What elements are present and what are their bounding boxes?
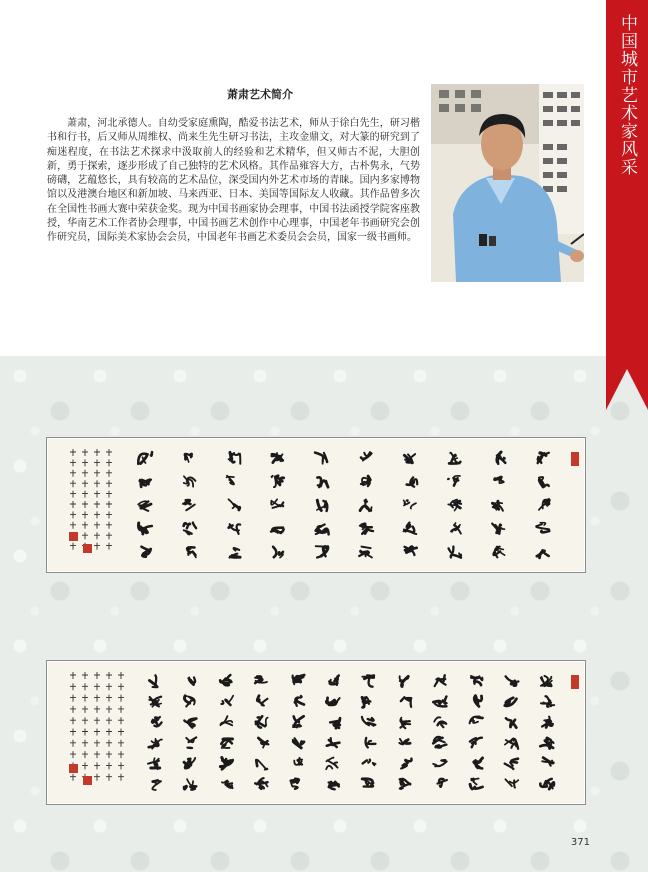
calligraphy-glyph (448, 500, 461, 511)
calligraphy-glyph (361, 452, 371, 461)
inscription-glyph (82, 717, 88, 724)
calligraphy-glyph (184, 523, 196, 535)
inscription-glyph (94, 522, 100, 529)
calligraphy-glyph (366, 738, 376, 748)
inscription-glyph (94, 672, 100, 679)
inscription-glyph (70, 740, 76, 747)
calligraphy-glyph (140, 480, 151, 487)
calligraphy-glyph (257, 696, 267, 706)
calligraphy-glyph (149, 739, 162, 749)
calligraphy-glyph (470, 717, 483, 724)
inscription-glyph (94, 762, 100, 769)
calligraphy-glyph (273, 547, 283, 558)
calligraphy-glyph (220, 675, 231, 685)
inscription-glyph (70, 729, 76, 736)
calligraphy-glyph (148, 758, 160, 769)
inscription-glyph (118, 695, 124, 702)
calligraphy-glyph (149, 697, 161, 707)
inscription-glyph (94, 532, 100, 539)
calligraphy-glyph (272, 453, 283, 463)
inscription-glyph (106, 459, 112, 466)
calligraphy-glyph (404, 454, 415, 463)
inscription-glyph (106, 532, 112, 539)
inscription-glyph (82, 449, 88, 456)
seal-stamp (571, 452, 579, 466)
inscription-glyph (94, 706, 100, 713)
inscription-glyph (94, 501, 100, 508)
inscription-glyph (82, 501, 88, 508)
inscription-glyph (94, 459, 100, 466)
inscription-glyph (82, 672, 88, 679)
calligraphy-glyph (505, 698, 517, 706)
calligraphy-glyph (539, 500, 550, 510)
inscription-glyph (70, 449, 76, 456)
inscription-glyph (82, 695, 88, 702)
inscription-glyph (94, 695, 100, 702)
calligraphy-artwork-2-image (47, 661, 585, 804)
inscription-glyph (106, 751, 112, 758)
calligraphy-glyph (326, 698, 339, 705)
calligraphy-glyph (329, 782, 339, 790)
calligraphy-glyph (470, 778, 483, 789)
inscription-glyph (94, 751, 100, 758)
inscription-glyph (106, 706, 112, 713)
calligraphy-glyph (184, 719, 196, 728)
calligraphy-glyph (294, 758, 302, 765)
calligraphy-glyph (229, 499, 240, 510)
calligraphy-glyph (186, 737, 196, 748)
calligraphy-glyph (271, 499, 283, 508)
inscription-glyph (94, 470, 100, 477)
inscription-glyph (82, 751, 88, 758)
calligraphy-glyph (399, 739, 410, 744)
calligraphy-glyph (291, 779, 299, 789)
calligraphy-glyph (152, 717, 162, 726)
calligraphy-glyph (230, 548, 241, 558)
calligraphy-glyph (433, 760, 447, 766)
inscription-glyph (70, 543, 76, 550)
inscription-glyph (82, 762, 88, 769)
calligraphy-glyph (474, 758, 483, 769)
calligraphy-glyph (540, 779, 554, 789)
inscription-glyph (70, 683, 76, 690)
inscription-glyph (106, 672, 112, 679)
calligraphy-glyph (255, 778, 267, 789)
seal-stamp (571, 675, 579, 689)
calligraphy-glyph (505, 779, 518, 787)
calligraphy-glyph (220, 716, 232, 725)
inscription-glyph (82, 729, 88, 736)
calligraphy-glyph (537, 551, 549, 558)
calligraphy-glyph (474, 696, 481, 707)
section-tab-label-wrap (606, 14, 648, 176)
calligraphy-glyph (401, 759, 411, 769)
calligraphy-glyph (272, 476, 284, 487)
inscription-glyph (118, 683, 124, 690)
calligraphy-glyph (361, 476, 370, 486)
calligraphy-glyph (222, 781, 233, 788)
calligraphy-glyph (363, 760, 376, 766)
inscription-glyph (70, 774, 76, 781)
inscription-glyph (118, 717, 124, 724)
calligraphy-glyph (184, 779, 197, 790)
calligraphy-glyph (220, 758, 233, 770)
calligraphy-glyph (184, 476, 196, 486)
inscription-glyph (106, 695, 112, 702)
inscription-glyph (106, 729, 112, 736)
inscription-glyph (106, 774, 112, 781)
inscription-glyph (94, 491, 100, 498)
calligraphy-glyph (400, 718, 410, 729)
calligraphy-glyph (362, 779, 373, 787)
calligraphy-glyph (362, 697, 370, 707)
inscription-glyph (82, 740, 88, 747)
calligraphy-glyph (184, 696, 194, 707)
inscription-glyph (94, 511, 100, 518)
calligraphy-glyph (362, 717, 376, 726)
calligraphy-glyph (315, 525, 328, 535)
inscription-glyph (70, 491, 76, 498)
calligraphy-glyph (150, 675, 158, 687)
calligraphy-glyph (329, 676, 339, 686)
calligraphy-glyph (362, 675, 374, 687)
calligraphy-glyph (258, 738, 268, 748)
calligraphy-glyph (142, 547, 151, 557)
calligraphy-glyph (327, 738, 340, 747)
calligraphy-glyph (229, 524, 241, 534)
article-title: 萧肃艺术简介 (227, 88, 293, 101)
inscription-glyph (118, 774, 124, 781)
calligraphy-glyph (541, 696, 554, 706)
calligraphy-glyph (451, 523, 461, 534)
inscription-glyph (118, 706, 124, 713)
calligraphy-glyph (433, 697, 446, 707)
seal-stamp (69, 764, 78, 773)
calligraphy-glyph (470, 738, 482, 748)
calligraphy-glyph (227, 476, 234, 485)
calligraphy-glyph (400, 676, 409, 687)
inscription-glyph (106, 511, 112, 518)
calligraphy-glyph (184, 758, 195, 768)
inscription-glyph (106, 522, 112, 529)
inscription-glyph (94, 543, 100, 550)
inscription-glyph (70, 751, 76, 758)
calligraphy-glyph (271, 528, 283, 533)
calligraphy-glyph (471, 676, 483, 685)
calligraphy-glyph (449, 547, 462, 558)
calligraphy-glyph (330, 718, 340, 728)
inscription-glyph (70, 522, 76, 529)
calligraphy-glyph (221, 739, 232, 748)
calligraphy-artwork-2 (46, 660, 586, 805)
calligraphy-glyph (448, 476, 460, 486)
calligraphy-glyph (221, 696, 233, 705)
calligraphy-glyph (359, 547, 372, 558)
inscription-glyph (106, 762, 112, 769)
inscription-glyph (82, 511, 88, 518)
inscription-glyph (94, 717, 100, 724)
section-tab-label: 中国城市艺术家风采 (617, 14, 637, 176)
calligraphy-glyph (433, 737, 446, 748)
inscription-glyph (118, 672, 124, 679)
calligraphy-glyph (138, 452, 152, 464)
artist-portrait-image (431, 84, 584, 282)
inscription-glyph (70, 501, 76, 508)
calligraphy-glyph (256, 716, 268, 727)
seal-stamp (69, 532, 78, 541)
calligraphy-glyph (404, 500, 416, 508)
calligraphy-glyph (542, 717, 553, 728)
calligraphy-glyph (434, 717, 446, 727)
calligraphy-glyph (316, 546, 328, 557)
calligraphy-glyph (317, 500, 327, 511)
calligraphy-glyph (492, 524, 504, 534)
calligraphy-glyph (536, 523, 549, 533)
calligraphy-glyph (139, 523, 152, 534)
inscription-glyph (70, 480, 76, 487)
inscription-glyph (82, 706, 88, 713)
inscription-glyph (118, 751, 124, 758)
calligraphy-glyph (187, 547, 196, 557)
calligraphy-glyph (435, 675, 446, 686)
seal-stamp (83, 776, 92, 785)
inscription-glyph (70, 672, 76, 679)
inscription-glyph (94, 480, 100, 487)
inscription-glyph (82, 480, 88, 487)
inscription-glyph (106, 740, 112, 747)
inscription-glyph (82, 470, 88, 477)
inscription-glyph (70, 459, 76, 466)
calligraphy-glyph (315, 453, 327, 464)
seal-stamp (83, 544, 92, 553)
inscription-glyph (118, 729, 124, 736)
calligraphy-glyph (497, 452, 506, 464)
calligraphy-glyph (185, 454, 192, 462)
calligraphy-glyph (449, 453, 460, 464)
inscription-glyph (82, 522, 88, 529)
inscription-glyph (82, 491, 88, 498)
calligraphy-glyph (495, 477, 504, 483)
calligraphy-artwork-1 (46, 437, 586, 573)
inscription-glyph (94, 729, 100, 736)
inscription-glyph (106, 501, 112, 508)
calligraphy-glyph (138, 501, 151, 511)
calligraphy-glyph (493, 501, 503, 511)
calligraphy-glyph (505, 739, 518, 749)
calligraphy-glyph (360, 500, 372, 511)
inscription-glyph (82, 532, 88, 539)
inscription-glyph (94, 449, 100, 456)
inscription-glyph (82, 459, 88, 466)
calligraphy-glyph (152, 780, 161, 790)
calligraphy-glyph (437, 779, 446, 787)
calligraphy-glyph (360, 524, 373, 534)
inscription-glyph (106, 683, 112, 690)
inscription-glyph (70, 695, 76, 702)
inscription-glyph (70, 470, 76, 477)
calligraphy-glyph (256, 760, 267, 770)
calligraphy-artwork-1-image (47, 438, 585, 572)
calligraphy-glyph (542, 758, 553, 766)
calligraphy-glyph (189, 677, 196, 684)
calligraphy-glyph (403, 523, 416, 534)
calligraphy-glyph (293, 738, 304, 748)
calligraphy-glyph (255, 676, 267, 683)
inscription-glyph (106, 470, 112, 477)
calligraphy-glyph (541, 676, 552, 686)
inscription-glyph (106, 449, 112, 456)
calligraphy-glyph (293, 675, 305, 684)
inscription-glyph (94, 774, 100, 781)
calligraphy-glyph (183, 500, 195, 510)
inscription-glyph (70, 717, 76, 724)
calligraphy-glyph (407, 477, 418, 486)
calligraphy-glyph (539, 477, 549, 487)
inscription-glyph (94, 683, 100, 690)
inscription-glyph (106, 543, 112, 550)
calligraphy-glyph (493, 546, 504, 557)
calligraphy-glyph (317, 477, 328, 487)
inscription-glyph (94, 740, 100, 747)
calligraphy-glyph (505, 759, 518, 769)
inscription-glyph (106, 480, 112, 487)
inscription-glyph (70, 511, 76, 518)
page-number: 371 (570, 837, 590, 848)
calligraphy-glyph (405, 547, 417, 556)
inscription-glyph (118, 740, 124, 747)
calligraphy-glyph (538, 453, 549, 464)
inscription-glyph (106, 491, 112, 498)
calligraphy-glyph (401, 697, 411, 707)
calligraphy-glyph (294, 696, 304, 706)
calligraphy-glyph (293, 716, 304, 727)
artist-photo (431, 84, 584, 282)
calligraphy-glyph (229, 452, 241, 464)
calligraphy-glyph (540, 738, 553, 749)
inscription-glyph (70, 706, 76, 713)
inscription-glyph (82, 683, 88, 690)
calligraphy-glyph (326, 758, 337, 770)
calligraphy-glyph (400, 779, 411, 789)
calligraphy-glyph (506, 718, 516, 727)
inscription-glyph (106, 717, 112, 724)
inscription-glyph (118, 762, 124, 769)
article-body: 萧肃，河北承德人。自幼受家庭熏陶，酷爱书法艺术，师从于徐白先生，研习楷书和行书，后又师从周维权、尚来生先生研习书法，主攻金鼎文，对大篆的研究到了痴迷程度，在书法艺术探求中汲取前人的经验和艺术精华，但又师古不泥，大胆创新，勇于探索，逐步形成了自己独特的艺术风格。其作品雍容大方，古朴隽永，气势磅礴，艺蕴悠长，具有较高的艺术品位，深受国内外艺术市场的青睐。国内多家博物馆以及港澳台地区和新加坡、马来西亚、日本、美国等国际友人收藏。其作品曾多次在全国性书画大赛中荣获金奖。现为中国书画家协会理事，中国书法函授学院客座教授，华南艺术工作者协会理事，中国书画艺术创作中心理事，中国老年书画研究会创作研究员，国际美术家协会会员，中国老年书画艺术委员会会员，国家一级书画师。 (47, 118, 420, 244)
calligraphy-glyph (506, 676, 519, 686)
